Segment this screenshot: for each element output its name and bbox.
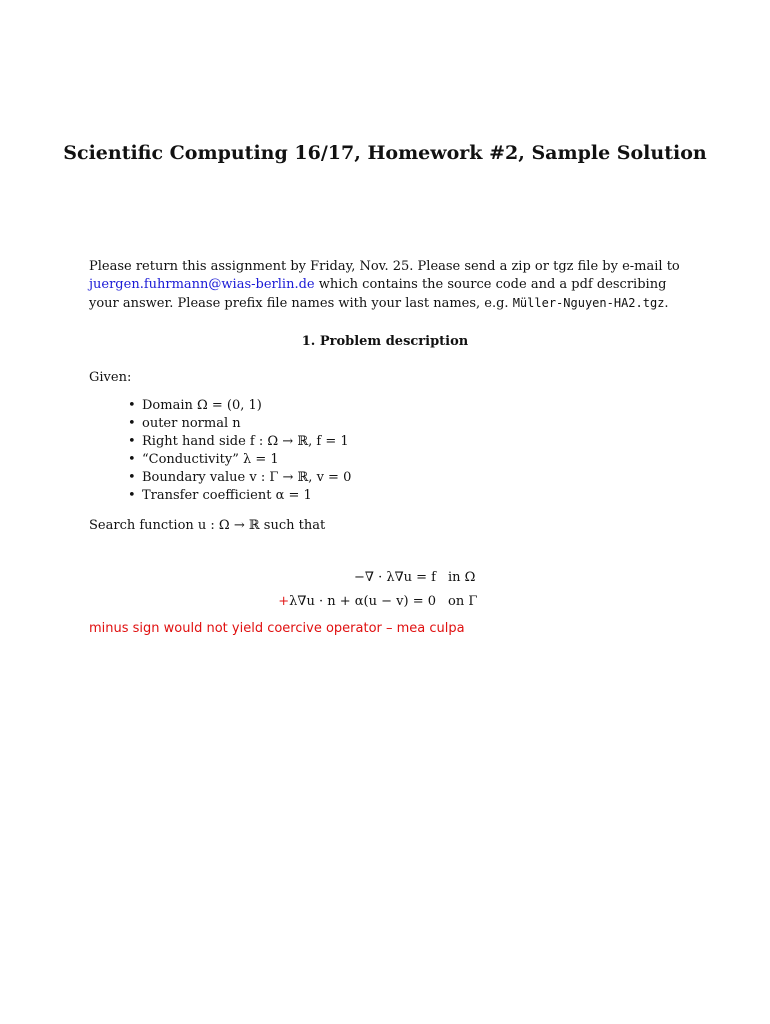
list-item-text: outer normal n	[142, 416, 241, 431]
list-item	[128, 415, 351, 433]
equation-lhs	[278, 590, 436, 614]
given-list	[128, 397, 351, 505]
list-item-text: Boundary value v : Γ → ℝ, v = 0	[142, 470, 352, 485]
section-heading: 1. Problem description	[301, 334, 469, 349]
bullet-icon: •	[128, 416, 136, 431]
equation-row	[0, 566, 770, 590]
list-item	[128, 397, 351, 415]
list-item	[128, 469, 351, 487]
bullet-icon: •	[128, 488, 136, 503]
list-item	[128, 487, 351, 505]
example-filename: Müller-Nguyen-HA2.tgz	[512, 296, 665, 310]
correction-note: minus sign would not yield coercive operator – mea culpa	[89, 621, 465, 636]
intro-text-1: Please return this assignment by Friday, Nov. 25. Please send a zip or tgz file by e-mail to	[89, 259, 680, 274]
given-label: Given:	[89, 370, 132, 385]
list-item-text: “Conductivity” λ = 1	[142, 452, 279, 467]
intro-text-2: which contains the source code and a pdf describing your answer. Please prefix file names with your last names, e.g.	[89, 277, 667, 311]
list-item-text: Domain Ω = (0, 1)	[142, 398, 262, 413]
search-statement: Search function u : Ω → ℝ such that	[89, 518, 326, 533]
equation-lhs-text: λ∇u · n + α(u − v) = 0	[289, 594, 436, 609]
list-item-text: Transfer coefficient α = 1	[142, 488, 312, 503]
email-link[interactable]: juergen.fuhrmann@wias-berlin.de	[89, 277, 315, 292]
intro-paragraph	[89, 258, 689, 313]
list-item	[128, 451, 351, 469]
equation-domain: in Ω	[448, 570, 476, 585]
equation-block	[0, 566, 770, 614]
bullet-icon: •	[128, 434, 136, 449]
equation-lhs: −∇ · λ∇u = f	[353, 570, 436, 585]
list-item	[128, 433, 351, 451]
sign-correction: +	[278, 594, 290, 609]
bullet-icon: •	[128, 452, 136, 467]
bullet-icon: •	[128, 398, 136, 413]
intro-text-3: .	[664, 296, 669, 311]
equation-row	[0, 590, 770, 614]
bullet-icon: •	[128, 470, 136, 485]
document-title: Scientific Computing 16/17, Homework #2, Sample Solution	[63, 142, 707, 164]
equation-domain: on Γ	[448, 594, 478, 609]
list-item-text: Right hand side f : Ω → ℝ, f = 1	[142, 434, 349, 449]
